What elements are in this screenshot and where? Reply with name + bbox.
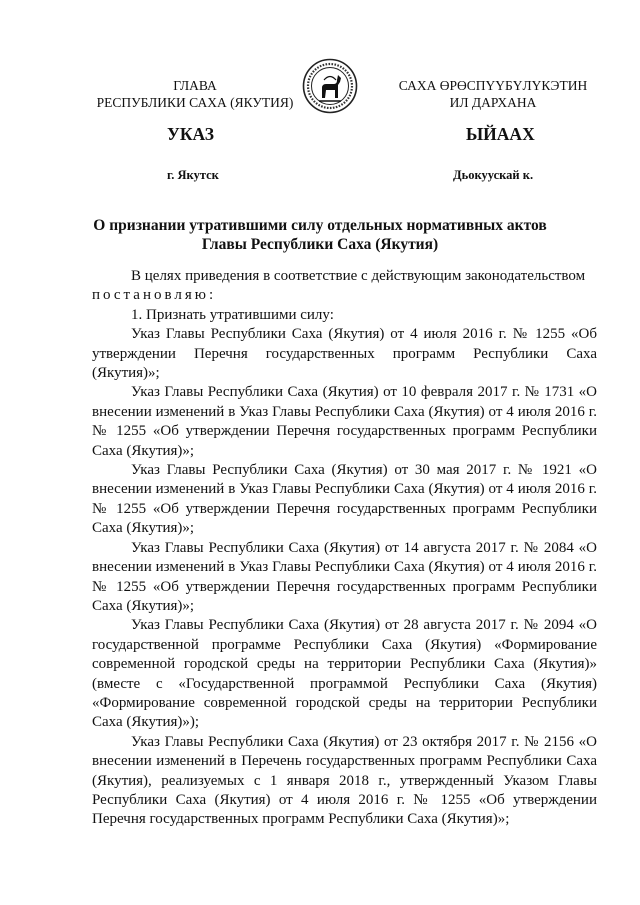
title-line-1: О признании утратившими силу отдельных нормативных актов <box>93 217 547 234</box>
city-label-sakha: Дьокуускай к. <box>453 168 534 182</box>
document-title <box>80 216 560 254</box>
header-right-line2: ИЛ ДАРХАНА <box>449 95 537 110</box>
title-line-2: Главы Республики Саха (Якутия) <box>201 236 439 253</box>
decree-label-ru: УКАЗ <box>167 124 214 144</box>
city-label-ru: г. Якутск <box>167 168 219 182</box>
coat-of-arms-icon <box>302 58 358 114</box>
item-1-heading: 1. Признать утратившими силу: <box>131 306 334 323</box>
document-body <box>92 267 597 830</box>
header-right <box>378 77 608 111</box>
repealed-act-paragraph: Указ Главы Республики Саха (Якутия) от 10 февраля 2017 г. № 1731 «О внесении изменений в Указ Главы Республики Саха (Якутия) от 4 июля 2016 г. № 1255 «Об утверждении Перечня государственных программ Республики Саха (Якутия)»; <box>92 384 597 459</box>
header-left <box>80 77 310 111</box>
header-left-line2: РЕСПУБЛИКИ САХА (ЯКУТИЯ) <box>96 95 294 110</box>
repealed-act-paragraph: Указ Главы Республики Саха (Якутия) от 4 июля 2016 г. № 1255 «Об утверждении Перечня государственных программ Республики Саха (Якутия)»; <box>92 326 597 382</box>
repealed-act-paragraph: Указ Главы Республики Саха (Якутия) от 23 октября 2017 г. № 2156 «О внесении изменений в Перечень государственных программ Республики Саха (Якутия), реализуемых с 1 января 2018 г., утвержденный Указом Главы Республики Саха (Якутия) от 4 июля 2016 г. № 1255 «Об утверждении Перечня государственных программ Республики Саха (Якутия)»; <box>92 733 597 828</box>
repealed-act-paragraph: Указ Главы Республики Саха (Якутия) от 30 мая 2017 г. № 1921 «О внесении изменений в Указ Главы Республики Саха (Якутия) от 4 июля 2016 г. № 1255 «Об утверждении Перечня государственных программ Республики Саха (Якутия)»; <box>92 462 597 537</box>
repealed-act-paragraph: Указ Главы Республики Саха (Якутия) от 14 августа 2017 г. № 2084 «О внесении изменений в Указ Главы Республики Саха (Якутия) от 4 июля 2016 г. № 1255 «Об утверждении Перечня государственных программ Республики Саха (Якутия)»; <box>92 539 597 614</box>
intro-paragraph: В целях приведения в соответствие с действующим законодательством <box>131 268 586 284</box>
header-left-line1: ГЛАВА <box>173 78 217 93</box>
decree-label-sakha: ЫЙААХ <box>466 124 535 144</box>
resolve-line: постановляю: <box>92 287 217 304</box>
repealed-act-paragraph: Указ Главы Республики Саха (Якутия) от 28 августа 2017 г. № 2094 «О государственной программе Республики Саха (Якутия) «Формирование современной городской среды на территории Республики Саха (Якутия)» (вместе с «Государственной программой Республики Саха (Якутия) «Формирование современной городской среды на территории Республики Саха (Якутия)»); <box>92 617 597 731</box>
header-right-line1: САХА ӨРӨСПҮҮБҮЛҮКЭТИН <box>398 78 588 93</box>
